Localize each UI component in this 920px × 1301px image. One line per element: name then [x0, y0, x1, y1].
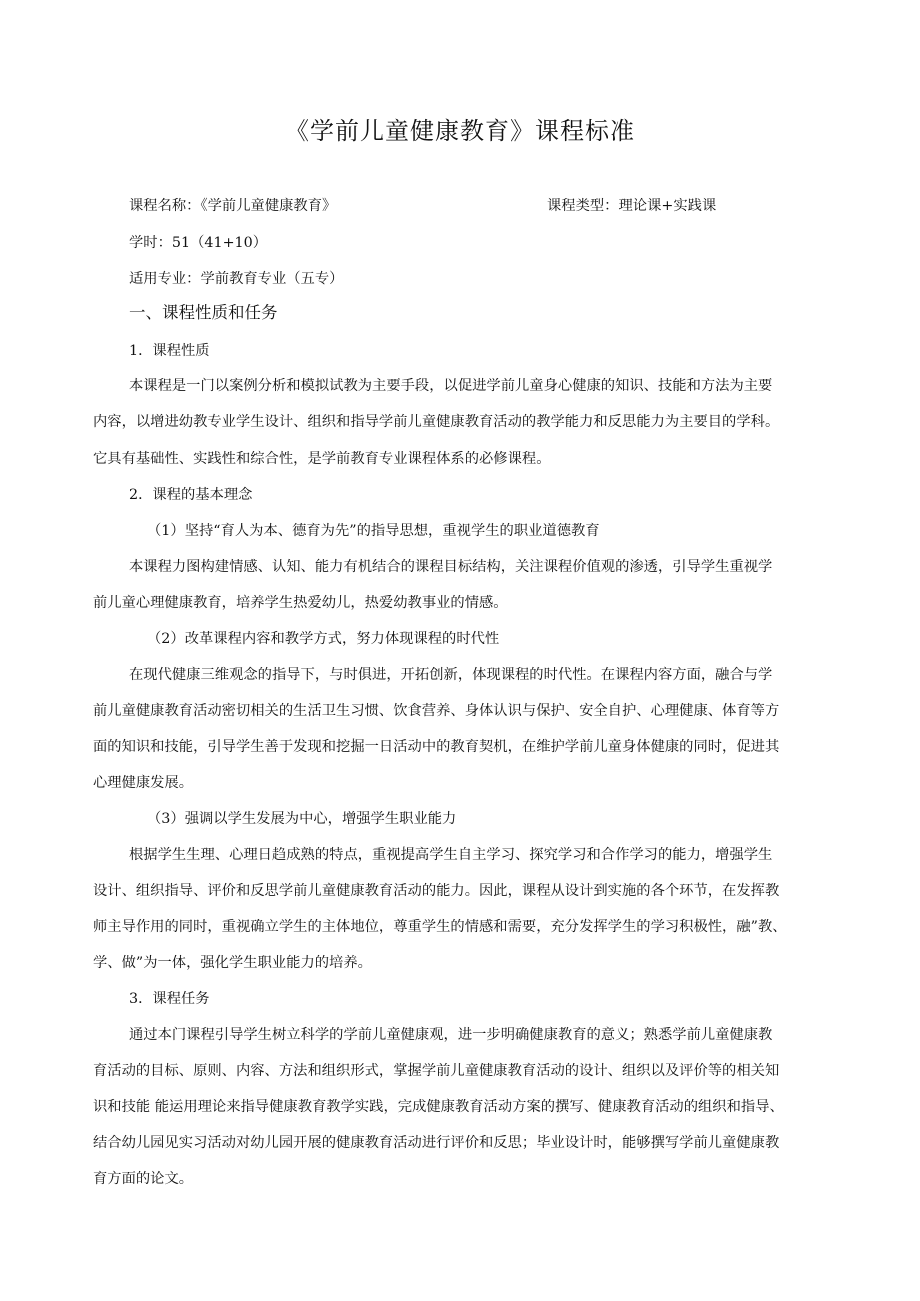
item-heading-2: （2）改革课程内容和教学方式，努力体现课程的时代性 — [147, 631, 500, 647]
applicable-major: 适用专业：学前教育专业（五专） — [129, 271, 344, 287]
paragraph-line: 通过本门课程引导学生树立科学的学前儿童健康观，进一步明确健康教育的意义；熟悉学前儿童健康教 — [129, 1027, 773, 1043]
paragraph-line: 面的知识和技能，引导学生善于发现和挖掘一日活动中的教育契机，在维护学前儿童身体健康的同时，促进其 — [93, 739, 780, 755]
paragraph-line: 育活动的目标、原则、内容、方法和组织形式，掌握学前儿童健康教育活动的设计、组织以及评价等的相关知 — [93, 1063, 780, 1079]
item-heading-1: （1）坚持“育人为本、德育为先”的指导思想，重视学生的职业道德教育 — [147, 523, 600, 539]
paragraph-line: 结合幼儿园见实习活动对幼儿园开展的健康教育活动进行评价和反思；毕业设计时，能够撰写学前儿童健康教 — [93, 1135, 780, 1151]
paragraph-line: 前儿童健康教育活动密切相关的生活卫生习惯、饮食营养、身体认识与保护、安全自护、心理健康、体育等方 — [93, 703, 780, 719]
paragraph-line: 育方面的论文。 — [93, 1171, 194, 1187]
subheading-basic-concepts: 2．课程的基本理念 — [129, 487, 253, 503]
paragraph-line: 根据学生生理、心理日趋成熟的特点，重视提高学生自主学习、探究学习和合作学习的能力，增强学生 — [129, 847, 773, 863]
subheading-course-tasks: 3．课程任务 — [129, 991, 210, 1007]
course-name: 课程名称：《学前儿童健康教育》 — [129, 198, 337, 214]
paragraph-line: 心理健康发展。 — [93, 775, 194, 791]
item-heading-3: （3）强调以学生发展为中心，增强学生职业能力 — [147, 811, 457, 827]
paragraph-line: 前儿童心理健康教育，培养学生热爱幼儿，热爱幼教事业的情感。 — [93, 595, 508, 611]
paragraph-line: 学、做”为一体，强化学生职业能力的培养。 — [93, 955, 372, 971]
course-type: 课程类型：理论课+实践课 — [547, 198, 717, 214]
paragraph-line: 内容，以增进幼教专业学生设计、组织和指导学前儿童健康教育活动的教学能力和反思能力为主要目的学科。 — [93, 414, 780, 430]
paragraph-line: 本课程是一门以案例分析和模拟试教为主要手段，以促进学前儿童身心健康的知识、技能和方法为主要 — [129, 378, 773, 394]
paragraph-line: 它具有基础性、实践性和综合性，是学前教育专业课程体系的必修课程。 — [93, 451, 551, 467]
document-title: 《学前儿童健康教育》课程标准 — [285, 117, 635, 145]
paragraph-line: 在现代健康三维观念的指导下，与时俱进，开拓创新，体现课程的时代性。在课程内容方面，融合与学 — [129, 667, 773, 683]
paragraph-line: 识和技能 能运用理论来指导健康教育教学实践，完成健康教育活动方案的撰写、健康教育活动的组织和指导、 — [93, 1099, 784, 1115]
course-hours: 学时：51（41+10） — [129, 235, 268, 251]
section-heading-nature-and-tasks: 一、课程性质和任务 — [129, 303, 278, 322]
paragraph-line: 师主导作用的同时，重视确立学生的主体地位，尊重学生的情感和需要，充分发挥学生的学习积极性，融”教、 — [93, 919, 787, 935]
paragraph-line: 本课程力图构建情感、认知、能力有机结合的课程目标结构，关注课程价值观的渗透，引导学生重视学 — [129, 559, 773, 575]
paragraph-line: 设计、组织指导、评价和反思学前儿童健康教育活动的能力。因此，课程从设计到实施的各个环节，在发挥教 — [93, 883, 780, 899]
subheading-course-nature: 1．课程性质 — [129, 343, 210, 359]
